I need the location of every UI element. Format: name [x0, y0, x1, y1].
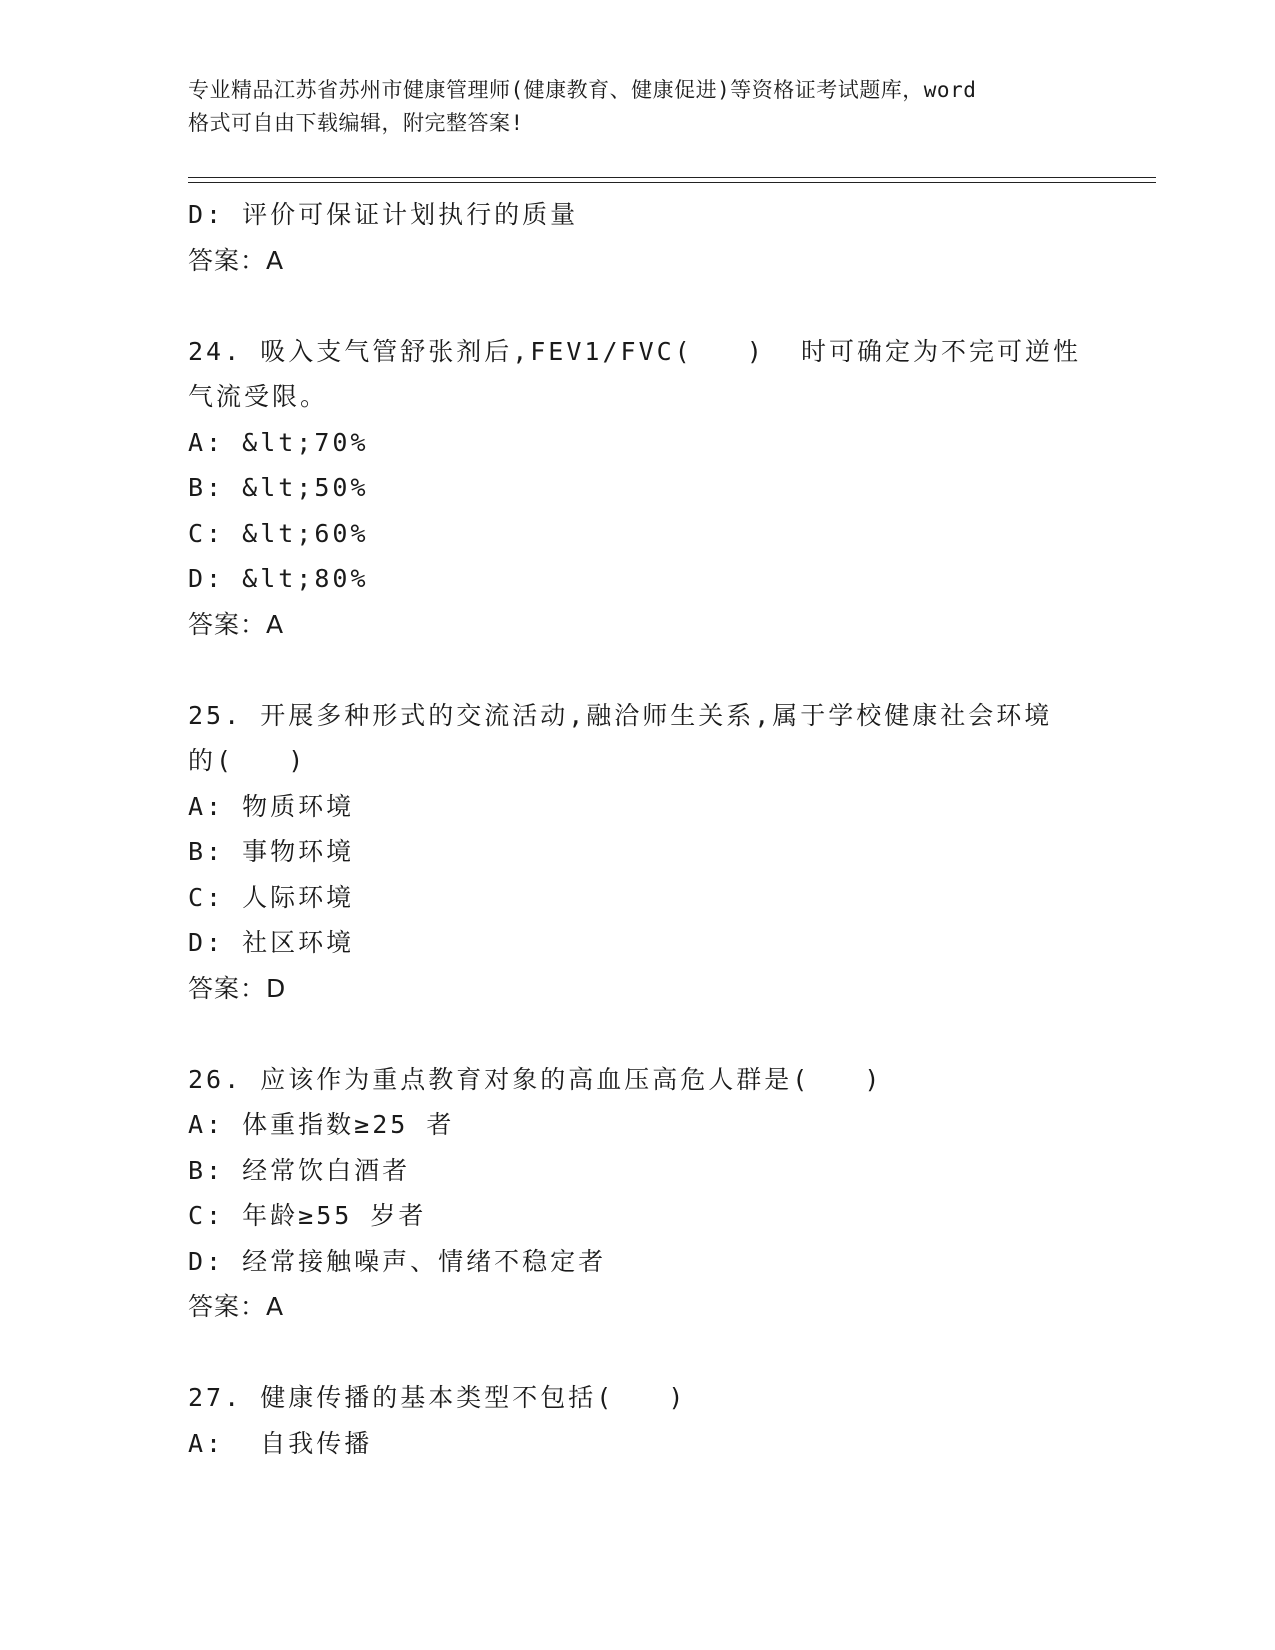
option-a: A: 自我传播 [188, 1428, 373, 1458]
option-b: B: 经常饮白酒者 [188, 1155, 411, 1185]
answer-line: 答案：A [188, 245, 285, 275]
option-c: C: 人际环境 [188, 882, 355, 912]
question-block-26 [188, 1057, 1088, 1330]
question-list [188, 192, 1088, 1466]
question-stem: 27. 健康传播的基本类型不包括( ) [188, 1383, 687, 1412]
header-divider-bottom [188, 182, 1156, 183]
question-stem: 25. 开展多种形式的交流活动,融洽师生关系,属于学校健康社会环境 [188, 700, 1053, 730]
option-b: B: 事物环境 [188, 837, 355, 866]
spacer [188, 1011, 1088, 1057]
option-d: D: 评价可保证计划执行的质量 [188, 200, 579, 229]
option-d: D: 经常接触噪声、情绪不稳定者 [188, 1246, 607, 1276]
option-b: B: &lt;50% [188, 473, 369, 502]
question-stem-continued: 气流受限。 [188, 382, 329, 411]
spacer [188, 1330, 1088, 1376]
option-c: C: 年龄≥55 岁者 [188, 1201, 427, 1230]
question-block-24 [188, 329, 1088, 648]
question-block-prev [188, 192, 1088, 283]
question-stem: 24. 吸入支气管舒张剂后,FEV1/FVC( ) 时可确定为不完可逆性 [188, 336, 1082, 366]
option-a: A: 物质环境 [188, 791, 355, 821]
answer-line: 答案：D [188, 973, 287, 1003]
option-d: D: 社区环境 [188, 928, 355, 957]
header-line-2: 格式可自由下载编辑，附完整答案! [188, 111, 524, 135]
option-c: C: &lt;60% [188, 518, 369, 548]
answer-line: 答案：A [188, 1292, 285, 1321]
option-a: A: 体重指数≥25 者 [188, 1110, 455, 1139]
question-stem: 26. 应该作为重点教育对象的高血压高危人群是( ) [188, 1064, 883, 1094]
answer-line: 答案：A [188, 609, 285, 639]
header-divider-top [188, 177, 1156, 178]
question-stem-continued: 的( ) [188, 746, 307, 775]
question-block-25 [188, 693, 1088, 1012]
spacer [188, 647, 1088, 693]
page-header [188, 74, 1088, 140]
spacer [188, 283, 1088, 329]
question-block-27 [188, 1375, 1088, 1466]
option-d: D: &lt;80% [188, 564, 369, 593]
header-line-1: 专业精品江苏省苏州市健康管理师(健康教育、健康促进)等资格证考试题库，word [188, 78, 977, 102]
option-a: A: &lt;70% [188, 427, 369, 457]
